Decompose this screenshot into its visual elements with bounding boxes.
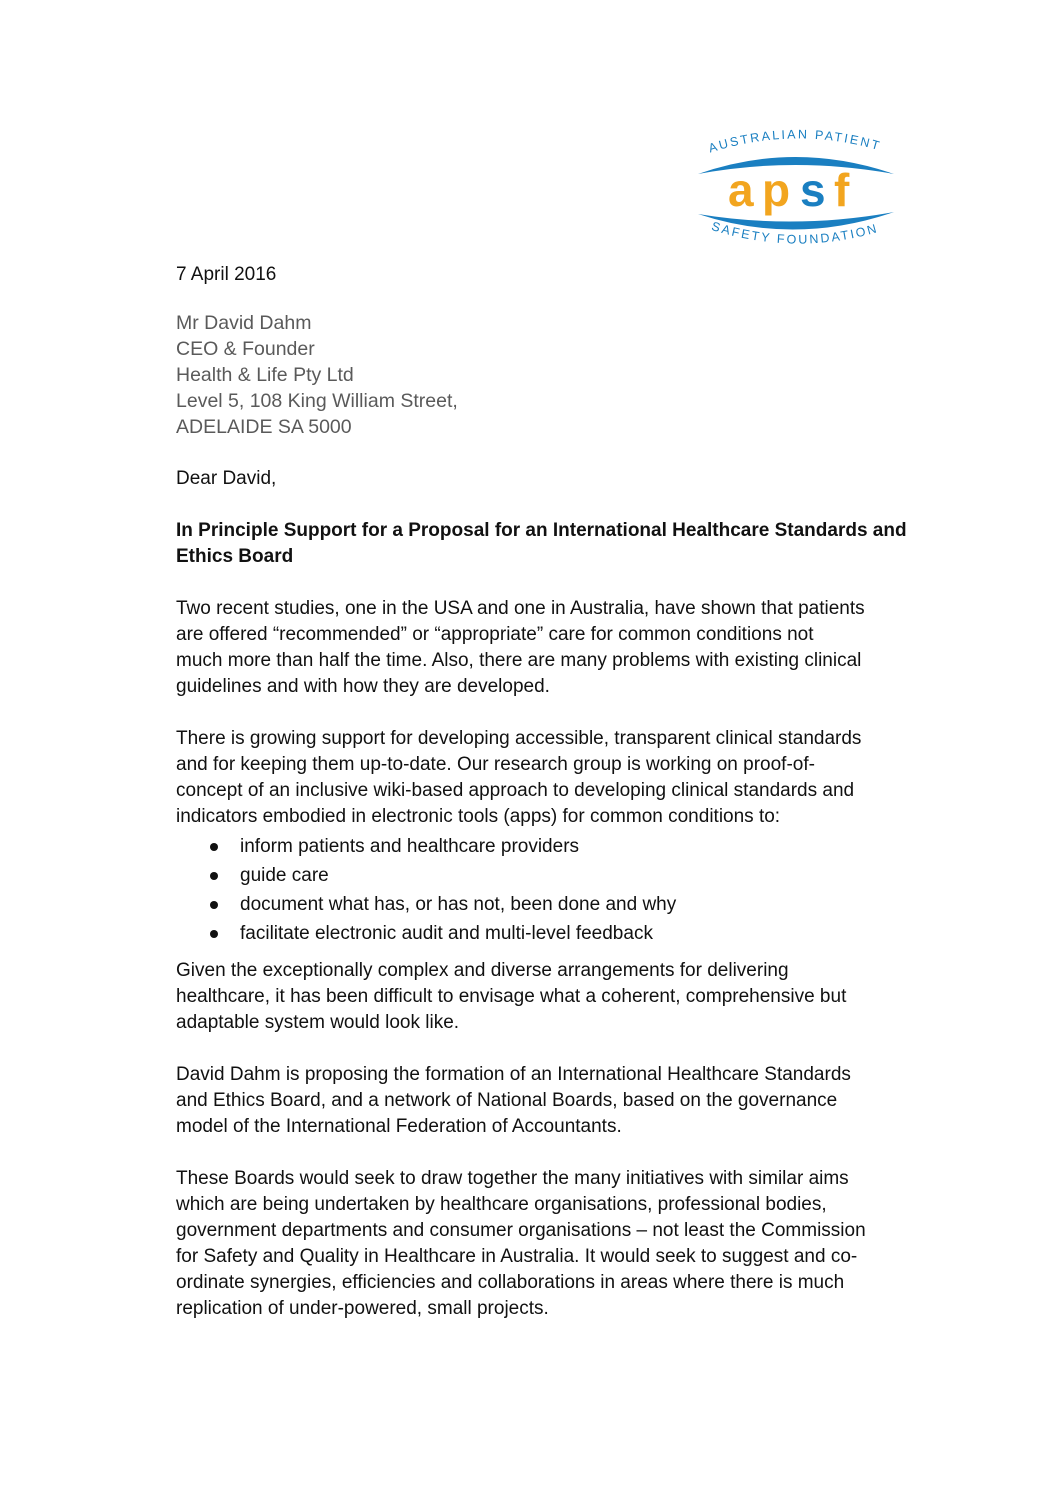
paragraph-line: These Boards would seek to draw together the many initiatives with similar aims xyxy=(176,1168,849,1189)
letter-date: 7 April 2016 xyxy=(176,264,277,285)
logo-bottom-text: SAFETY FOUNDATION xyxy=(709,219,881,247)
list-item xyxy=(176,919,916,948)
recipient-street: Level 5, 108 King William Street, xyxy=(176,390,458,412)
paragraph-line: adaptable system would look like. xyxy=(176,1012,460,1033)
paragraph-complexity xyxy=(176,958,916,1036)
paragraph-line: for Safety and Quality in Healthcare in Australia. It would seek to suggest and co- xyxy=(176,1246,858,1267)
bullet-icon xyxy=(210,843,218,851)
subject-heading xyxy=(176,518,916,570)
paragraph-studies xyxy=(176,596,916,700)
recipient-title: CEO & Founder xyxy=(176,338,315,360)
recipient-city: ADELAIDE SA 5000 xyxy=(176,416,352,438)
paragraph-line: David Dahm is proposing the formation of an International Healthcare Standards xyxy=(176,1064,851,1085)
list-item-text: inform patients and healthcare providers xyxy=(240,836,580,857)
paragraph-line: Given the exceptionally complex and diverse arrangements for delivering xyxy=(176,960,789,981)
paragraph-line: concept of an inclusive wiki-based approach to developing clinical standards and xyxy=(176,780,855,801)
logo-letter-s: s xyxy=(800,164,826,216)
bullet-list xyxy=(176,832,916,948)
paragraph-line: replication of under-powered, small projects. xyxy=(176,1298,549,1319)
letter-body xyxy=(176,262,916,1322)
paragraph-line: government departments and consumer organisations – not least the Commission xyxy=(176,1220,866,1241)
subject-line: Ethics Board xyxy=(176,546,294,567)
paragraph-line: model of the International Federation of Accountants. xyxy=(176,1116,622,1137)
paragraph-line: and Ethics Board, and a network of National Boards, based on the governance xyxy=(176,1090,838,1111)
logo-letter-p: p xyxy=(762,164,791,216)
list-item xyxy=(176,890,916,919)
paragraph-line: Two recent studies, one in the USA and one in Australia, have shown that patients xyxy=(176,598,865,619)
logo-letter-a: a xyxy=(728,164,754,216)
paragraph-line: which are being undertaken by healthcare organisations, professional bodies, xyxy=(176,1194,827,1215)
apsf-logo xyxy=(690,122,900,262)
recipient-company: Health & Life Pty Ltd xyxy=(176,364,354,386)
paragraph-line: much more than half the time. Also, there are many problems with existing clinical xyxy=(176,650,862,671)
paragraph-support xyxy=(176,726,916,830)
bullet-icon xyxy=(210,901,218,909)
list-item-text: document what has, or has not, been done and why xyxy=(240,894,677,915)
subject-line: In Principle Support for a Proposal for an International Healthcare Standards and xyxy=(176,520,907,541)
list-item xyxy=(176,861,916,890)
paragraph-line: indicators embodied in electronic tools (apps) for common conditions to: xyxy=(176,806,781,827)
paragraph-line: are offered “recommended” or “appropriate” care for common conditions not xyxy=(176,624,814,645)
paragraph-line: healthcare, it has been difficult to envisage what a coherent, comprehensive but xyxy=(176,986,847,1007)
paragraph-boards xyxy=(176,1166,916,1322)
paragraph-proposal xyxy=(176,1062,916,1140)
recipient-name: Mr David Dahm xyxy=(176,312,312,334)
logo-top-text: AUSTRALIAN PATIENT xyxy=(706,127,883,156)
bullet-icon xyxy=(210,930,218,938)
recipient-address xyxy=(176,310,916,440)
list-item xyxy=(176,832,916,861)
paragraph-line: There is growing support for developing accessible, transparent clinical standards xyxy=(176,728,862,749)
logo-letter-f: f xyxy=(834,164,850,216)
list-item-text: guide care xyxy=(240,865,329,886)
paragraph-line: guidelines and with how they are developed. xyxy=(176,676,550,697)
salutation: Dear David, xyxy=(176,468,277,489)
paragraph-line: ordinate synergies, efficiencies and collaborations in areas where there is much xyxy=(176,1272,845,1293)
paragraph-line: and for keeping them up-to-date. Our research group is working on proof-of- xyxy=(176,754,815,775)
bullet-icon xyxy=(210,872,218,880)
list-item-text: facilitate electronic audit and multi-level feedback xyxy=(240,923,653,944)
